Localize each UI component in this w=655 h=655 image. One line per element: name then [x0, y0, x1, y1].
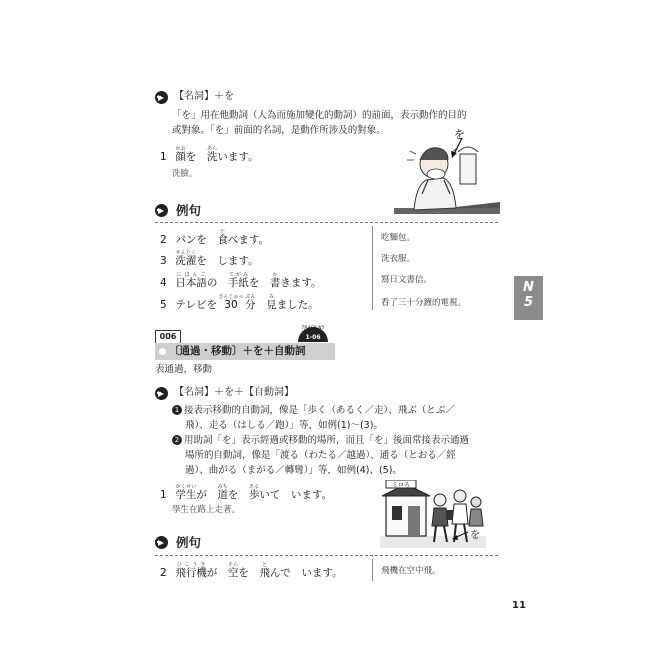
grammar-number-badge: 006	[155, 330, 181, 344]
example-heading-row	[155, 201, 201, 219]
example-translation: 吃麵包。	[381, 233, 416, 243]
kana-text: いて います。	[259, 489, 333, 501]
example-number: 1	[160, 151, 167, 163]
example-sentence	[160, 229, 269, 247]
illustration-label: を	[454, 128, 465, 141]
kana-text: を	[185, 151, 207, 163]
illustration-label: を	[470, 530, 480, 541]
examples-heading: 例句	[176, 535, 202, 550]
section2-heading: 【名詞】＋を＋【自動詞】	[174, 387, 294, 398]
example-sentence	[160, 146, 259, 164]
example-number: 5	[160, 299, 167, 311]
arrow-circle-icon	[155, 91, 168, 104]
point-marker-icon: 2	[172, 435, 182, 445]
japanese-text	[175, 229, 270, 246]
washing-face-illustration	[392, 128, 502, 216]
track-number: 1-06	[305, 334, 321, 341]
level-side-tab	[514, 276, 543, 320]
example-sentence	[160, 484, 332, 502]
kanji-with-furigana: 歩ある	[248, 484, 260, 501]
point-text: 過）、曲がる（まがる／轉彎）」等，如例(4)、(5)。	[185, 465, 402, 476]
column-divider	[372, 559, 373, 581]
example-sentence	[160, 250, 259, 268]
usage-points	[172, 403, 504, 478]
divider	[155, 555, 498, 556]
section1-heading: 【名詞】＋を	[174, 91, 234, 102]
kana-text: を	[238, 567, 260, 579]
kanji-with-furigana: 手紙てがみ	[227, 272, 249, 289]
example-translation: 洗臉。	[172, 169, 198, 179]
shop-sign: ミロろ	[391, 482, 411, 489]
kanji-with-furigana: 日本語にほんご	[175, 272, 207, 289]
kana-text: を します。	[196, 255, 259, 267]
kanji-with-furigana: 分ぷん	[245, 294, 256, 311]
japanese-text	[175, 484, 333, 501]
example-number: 1	[160, 489, 167, 501]
kana-text: が	[206, 567, 228, 579]
audio-track-icon	[296, 322, 330, 342]
japanese-text	[175, 250, 259, 267]
examples-heading: 例句	[176, 203, 202, 218]
divider	[155, 222, 498, 223]
grammar-title: 〔通過・移動〕＋を＋自動詞	[169, 345, 306, 357]
point-text: 飛）、走る（はしる／跑）」等，如例(1)～(3)。	[185, 420, 383, 431]
example-sentence	[160, 272, 322, 290]
desc-line: 「を」用在他動詞（人為而施加變化的動詞）的前面，表示動作的目的	[172, 110, 467, 121]
kana-text: んで います。	[269, 567, 343, 579]
section1-heading-row	[155, 90, 234, 104]
point-text: 接表示移動的自動詞，像是「歩く（あるく／走）、飛ぶ（とぶ／	[184, 405, 455, 416]
grammar-title-bar	[155, 343, 335, 360]
kana-text: を	[248, 277, 270, 289]
level-tab-letter: N	[523, 280, 534, 295]
example-number: 2	[160, 567, 167, 579]
kanji-with-furigana: 空そら	[227, 562, 239, 579]
section2-heading-row	[155, 386, 294, 400]
example-sentence	[160, 294, 319, 312]
example-heading-row	[155, 533, 201, 551]
example-sentence	[160, 562, 343, 580]
page-number: 11	[512, 600, 526, 611]
level-tab-number: 5	[523, 295, 534, 310]
usage-point	[172, 433, 504, 448]
desc-line: 或對象。「を」前面的名詞，是動作所涉及的對象。	[172, 125, 386, 136]
japanese-text	[175, 294, 319, 311]
kana-text: を	[227, 489, 249, 501]
example-translation: 洗衣服。	[381, 254, 416, 264]
kanji-with-furigana: 飛と	[259, 562, 270, 579]
kana-text: の	[206, 277, 228, 289]
track-label: TRACK N5	[301, 326, 325, 331]
usage-point	[172, 403, 504, 418]
kanji-with-furigana: 見み	[266, 294, 277, 311]
point-text: 用助詞「を」表示經過或移動的場所，而且「を」後面常接表示通過	[184, 435, 470, 446]
kana-text: きます。	[280, 277, 322, 289]
arrow-circle-icon	[155, 536, 168, 549]
kanji-with-furigana: 道みち	[217, 484, 228, 501]
grammar-subtitle: 表通過，移動	[155, 364, 213, 375]
kanji-with-furigana: 書か	[269, 272, 281, 289]
bullet-icon	[159, 348, 166, 355]
kanji-with-furigana: 食た	[217, 229, 228, 246]
example-translation: 學生在路上走著。	[172, 505, 241, 515]
japanese-text	[175, 562, 343, 579]
kanji-with-furigana: 顔かお	[175, 146, 186, 163]
column-divider	[372, 226, 373, 310]
japanese-text	[175, 146, 259, 163]
example-number: 4	[160, 277, 167, 289]
point-marker-icon: 1	[172, 405, 182, 415]
street-walking-illustration	[380, 480, 486, 550]
kana-text: ました。	[276, 299, 319, 311]
kanji-with-furigana: 洗あら	[206, 146, 218, 163]
kana-text: べます。	[227, 234, 270, 246]
kana-text	[256, 299, 267, 311]
example-number: 3	[160, 255, 167, 267]
kana-text: が	[196, 489, 218, 501]
arrow-circle-icon	[155, 387, 168, 400]
kana-text: テレビを	[175, 299, 221, 311]
arrow-circle-icon	[155, 204, 168, 217]
kana-text: います。	[217, 151, 259, 163]
kanji-with-furigana: 飛行機ひこうき	[175, 562, 207, 579]
example-translation: 寫日文書信。	[381, 275, 433, 285]
example-number: 2	[160, 234, 167, 246]
example-translation: 飛機在空中飛。	[381, 566, 441, 576]
kanji-with-furigana: 洗濯せんたく	[175, 250, 197, 267]
kanji-with-furigana: 学生がくせい	[175, 484, 197, 501]
kanji-with-furigana: 30さんじゅっ	[218, 294, 244, 311]
japanese-text	[175, 272, 322, 289]
example-translation: 看了三十分鐘的電視。	[381, 298, 467, 308]
kana-text: パンを	[175, 234, 218, 246]
point-text: 場所的自動詞，像是「渡る（わたる／越過）、通る（とおる／經	[185, 450, 456, 461]
